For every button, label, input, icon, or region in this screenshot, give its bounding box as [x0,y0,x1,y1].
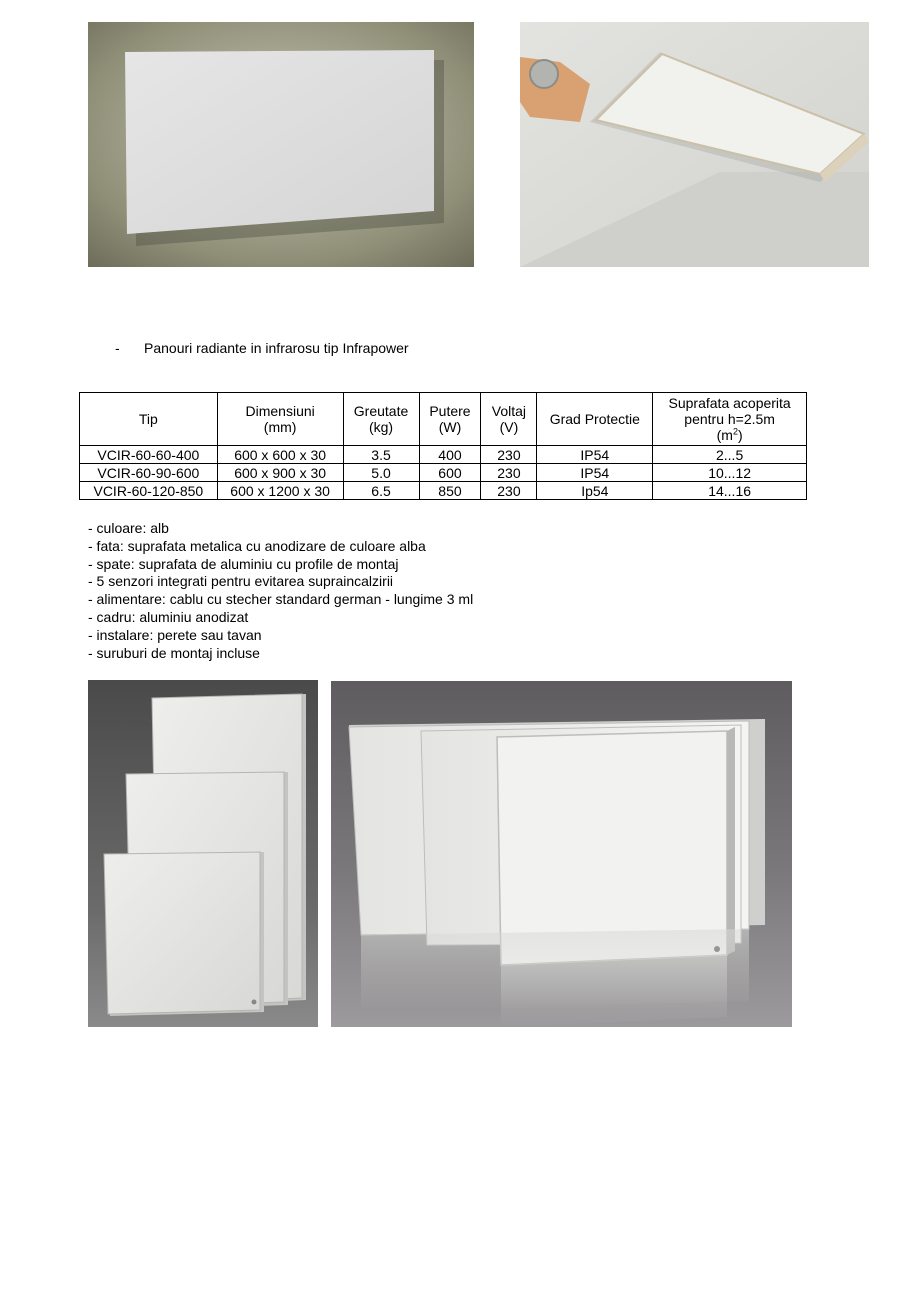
header-tip: Tip [80,393,218,446]
cell-dimensiuni: 600 x 600 x 30 [217,446,343,464]
cell-tip: VCIR-60-90-600 [80,464,218,482]
photo-panels-reflection [331,681,792,1027]
photo-panel-sizes [88,680,318,1027]
cell-grad: IP54 [537,446,653,464]
feature-item: - instalare: perete sau tavan [88,626,262,643]
product-heading-text: Panouri radiante in infrarosu tip Infrapower [144,340,409,356]
cell-dimensiuni: 600 x 1200 x 30 [217,482,343,500]
cell-tip: VCIR-60-60-400 [80,446,218,464]
panel-shape [125,50,434,234]
cell-suprafata: 2...5 [653,446,807,464]
photo-wall-panel [88,22,474,267]
cell-grad: Ip54 [537,482,653,500]
header-suprafata: Suprafata acoperita pentru h=2.5m $(m^2)$ [653,393,807,446]
cell-putere: 600 [419,464,481,482]
feature-list [88,520,473,662]
cell-greutate: 5.0 [343,464,419,482]
product-heading [115,339,409,357]
header-dimensiuni: Dimensiuni (mm) [217,393,343,446]
cell-suprafata: 14...16 [653,482,807,500]
light-fixture [530,60,558,88]
cell-greutate: 6.5 [343,482,419,500]
header-voltaj: Voltaj (V) [481,393,537,446]
bullet-dash: - [115,340,120,356]
cell-greutate: 3.5 [343,446,419,464]
cell-voltaj: 230 [481,464,537,482]
feature-item: - 5 senzori integrati pentru evitarea supraincalzirii [88,573,394,590]
feature-item: - alimentare: cablu cu stecher standard german - lungime 3 ml [88,591,474,608]
header-putere: Putere (W) [419,393,481,446]
header-greutate: Greutate (kg) [343,393,419,446]
table-row [80,464,807,482]
cell-voltaj: 230 [481,446,537,464]
cell-putere: 850 [419,482,481,500]
cell-putere: 400 [419,446,481,464]
table-row [80,446,807,464]
table-header-row [80,393,807,446]
cell-grad: IP54 [537,464,653,482]
feature-item: - culoare: alb [88,520,169,536]
spec-table [79,392,807,500]
feature-item: - spate: suprafata de aluminiu cu profile de montaj [88,555,399,572]
photo-ceiling-panel [520,22,869,267]
cell-tip: VCIR-60-120-850 [80,482,218,500]
cell-dimensiuni: 600 x 900 x 30 [217,464,343,482]
cell-voltaj: 230 [481,482,537,500]
feature-item: - cadru: aluminiu anodizat [88,608,249,625]
feature-item: - suruburi de montaj incluse [88,644,260,661]
header-grad-protectie: Grad Protectie [537,393,653,446]
feature-item: - fata: suprafata metalica cu anodizare de culoare alba [88,537,426,554]
cell-suprafata: 10...12 [653,464,807,482]
table-row [80,482,807,500]
